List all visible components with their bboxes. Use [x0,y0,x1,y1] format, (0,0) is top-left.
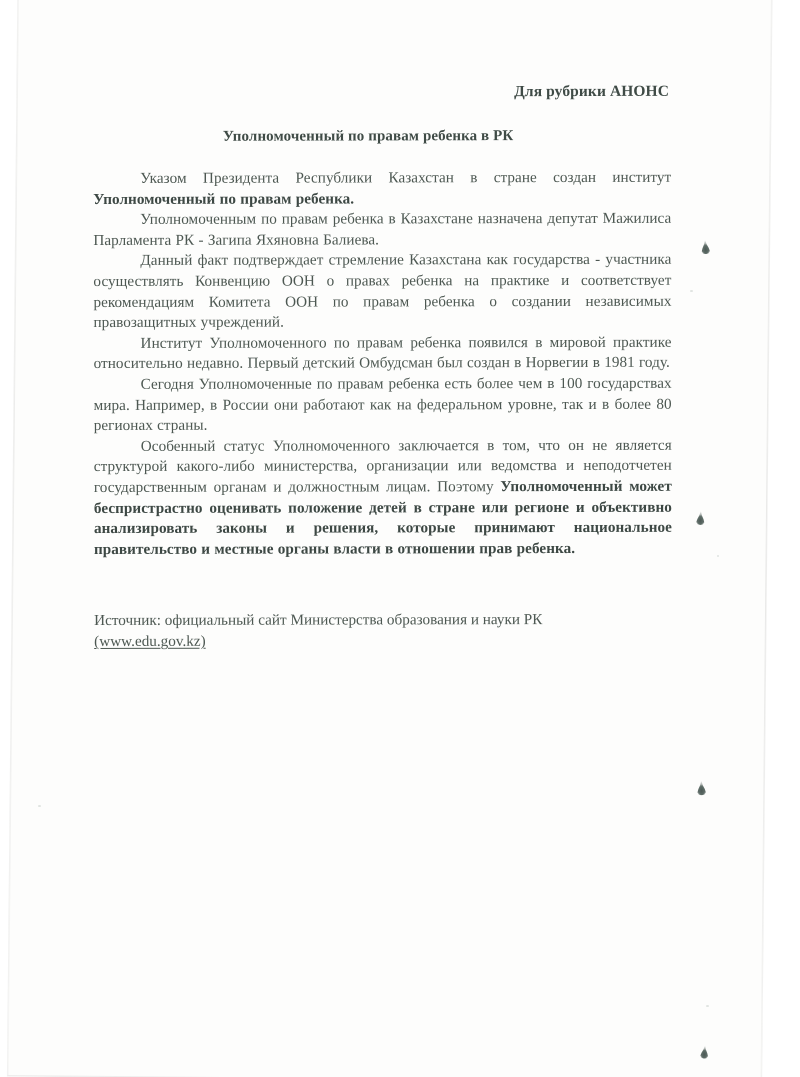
paper-edge-right [761,0,772,1077]
paragraph [94,333,672,375]
emphasis-run: Уполномоченный может беспристрастно оценивать положение детей в стране или регионе и объективно анализировать законы и решения, которые принимают национальное правительство и местные органы власти в отношении прав ребенка. [93,477,672,558]
text-run: Институт Уполномоченного по правам ребенка появился в мировой практике относительно недавно. Первый детский Омбудсман был создан в Норвегии в 1981 году. [93,333,672,373]
text-run: Особенный статус Уполномоченного заключается в том, что он не является структурой какого-либо министерства, организации или ведомства и неподотчетен государственным органам и должностным лицам. Поэтому [93,436,672,496]
document-body [93,83,672,652]
source-label: Источник: официальный сайт Министерства образования и науки РК [94,611,543,630]
paragraph [93,209,671,251]
paragraph [93,250,671,334]
source-url[interactable]: (www.edu.gov.kz) [94,633,206,651]
text-run: Сегодня Уполномоченные по правам ребенка есть более чем в 100 государствах мира. Например, в России они работают как на федеральном уровне, так и в более 80 регионах страны. [93,374,672,435]
spacer [94,559,672,610]
source-line [94,609,672,652]
page-title: Уполномоченный по правам ребенка в РК [222,128,514,145]
paragraph [94,436,672,561]
paragraph [93,168,671,210]
emphasis-run: Уполномоченный по правам ребенка. [93,190,355,208]
paragraph [94,374,672,437]
text-run: Указом Президента Республики Казахстан в стране создан институт [140,168,672,187]
text-run: Данный факт подтверждает стремление Казахстана как государства - участника осуществлять Конвенцию ООН о правах ребенка на практике и соответствует рекомендациям Комитета ООН по правам ребенка о создании независимых правозащитных учреждений. [93,251,672,332]
paper-edge-left [8,0,19,1076]
text-run: Уполномоченным по правам ребенка в Казахстане назначена депутат Мажилиса Парламента РК - Загипа Яхяновна Балиева. [93,209,672,249]
rubric-kicker: Для рубрики АНОНС [514,82,670,101]
